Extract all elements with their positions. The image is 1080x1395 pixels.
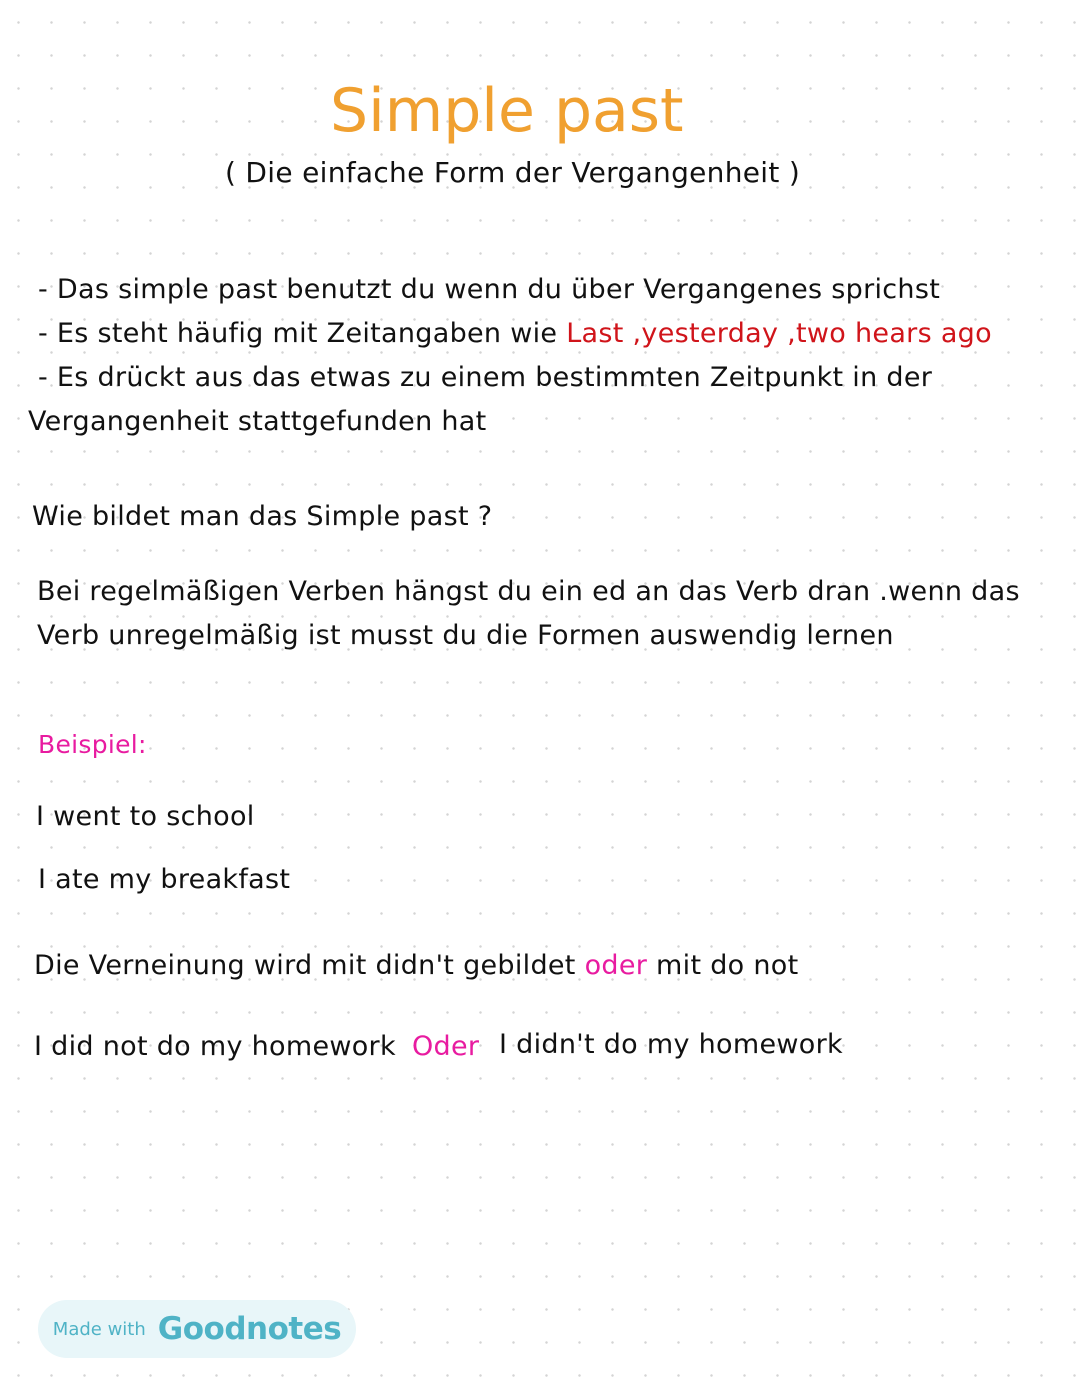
bullet-line-1: - Das simple past benutzt du wenn du über Vergangenes sprichst — [38, 274, 941, 305]
time-expressions: Last ,yesterday ,two hears ago — [566, 318, 992, 349]
page-subtitle: ( Die einfache Form der Vergangenheit ) — [225, 156, 801, 189]
goodnotes-badge — [38, 1300, 356, 1358]
example-label: Beispiel: — [38, 730, 147, 759]
badge-brand: Goodnotes — [157, 1311, 342, 1347]
example-2: I ate my breakfast — [38, 864, 291, 895]
negation-example-oder: Oder — [412, 1031, 480, 1062]
bullet-line-3: - Es drückt aus das etwas zu einem bestimmten Zeitpunkt in der — [38, 362, 933, 393]
question-heading: Wie bildet man das Simple past ? — [32, 501, 493, 532]
bullet-line-2-text: - Es steht häufig mit Zeitangaben wie — [38, 318, 567, 349]
negation-prefix: Die Verneinung wird mit didn't gebildet — [34, 950, 585, 981]
badge-made-with: Made with — [52, 1318, 146, 1340]
negation-example-short: I didn't do my homework — [499, 1029, 843, 1060]
bullet-line-2 — [38, 318, 992, 349]
rule-line-1: Bei regelmäßigen Verben hängst du ein ed an das Verb dran .wenn das — [37, 576, 1020, 607]
example-1: I went to school — [36, 801, 255, 832]
negation-suffix: mit do not — [647, 950, 799, 981]
bullet-line-4: Vergangenheit stattgefunden hat — [28, 406, 487, 437]
rule-line-2: Verb unregelmäßig ist musst du die Formen auswendig lernen — [37, 620, 894, 651]
negation-rule — [34, 950, 798, 981]
page-title: Simple past — [330, 76, 684, 146]
negation-example-long: I did not do my homework — [34, 1031, 396, 1062]
negation-oder: oder — [584, 950, 648, 981]
